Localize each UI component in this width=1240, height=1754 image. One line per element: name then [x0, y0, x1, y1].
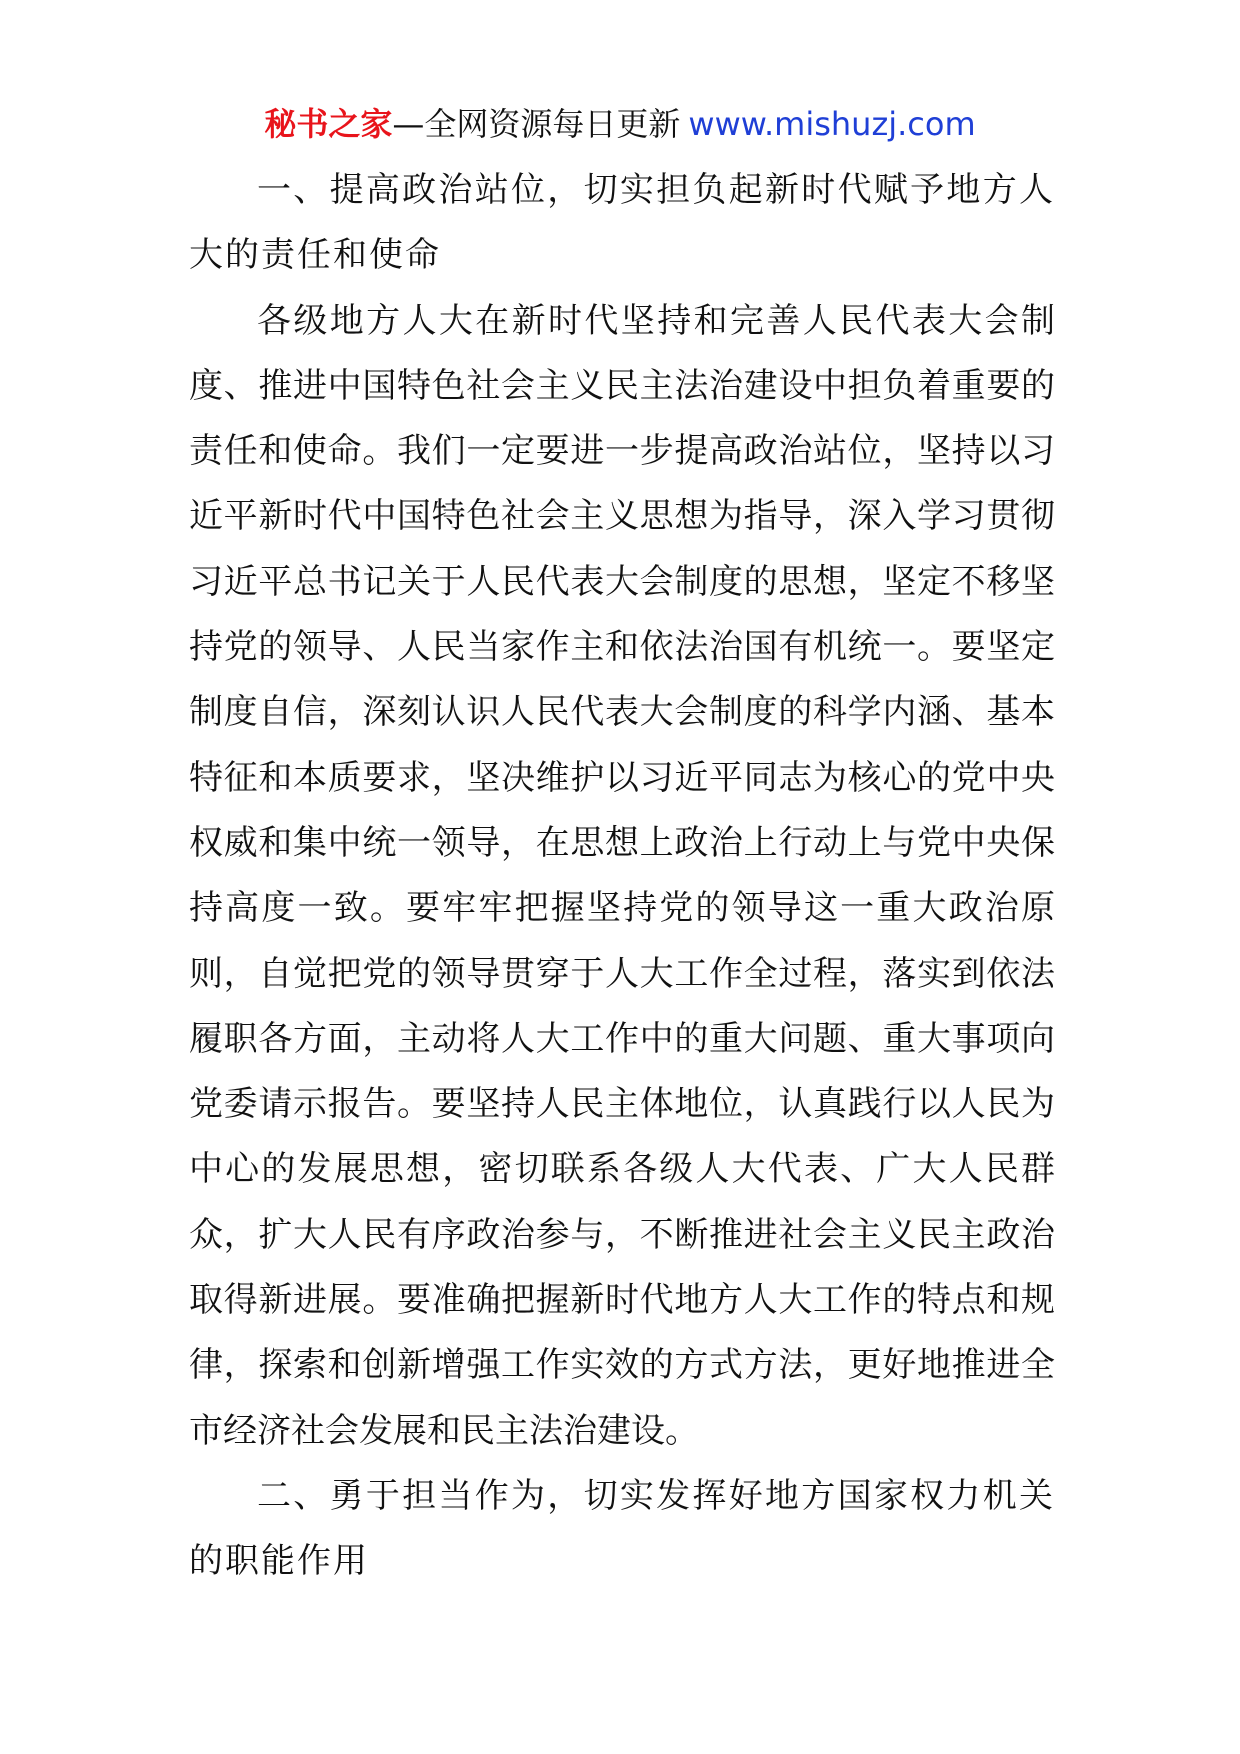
- document-body: [189, 158, 1055, 1595]
- brand-name: 秘书之家: [264, 105, 393, 143]
- section-heading-1: 一、提高政治站位，切实担负起新时代赋予地方人大的责任和使命: [189, 170, 1055, 276]
- page-header: [0, 100, 1240, 148]
- website-link[interactable]: www.mishuzj.com: [688, 105, 976, 143]
- body-paragraph-1: 各级地方人大在新时代坚持和完善人民代表大会制度、推进中国特色社会主义民主法治建设中担负着重要的责任和使命。我们一定要进一步提高政治站位，坚持以习近平新时代中国特色社会主义思想为指导，深入学习贯彻习近平总书记关于人民代表大会制度的思想，坚定不移坚持党的领导、人民当家作主和依法治国有机统一。要坚定制度自信，深刻认识人民代表大会制度的科学内涵、基本特征和本质要求，坚决维护以习近平同志为核心的党中央权威和集中统一领导，在思想上政治上行动上与党中央保持高度一致。要牢牢把握坚持党的领导这一重大政治原则，自觉把党的领导贯穿于人大工作全过程，落实到依法履职各方面，主动将人大工作中的重大问题、重大事项向党委请示报告。要坚持人民主体地位，认真践行以人民为中心的发展思想，密切联系各级人大代表、广大人民群众，扩大人民有序政治参与，不断推进社会主义民主政治取得新进展。要准确把握新时代地方人大工作的特点和规律，探索和创新增强工作实效的方式方法，更好地推进全市经济社会发展和民主法治建设。: [189, 300, 1055, 1451]
- section-heading-2: 二、勇于担当作为，切实发挥好地方国家权力机关的职能作用: [189, 1475, 1055, 1582]
- header-tagline: —全网资源每日更新: [392, 105, 681, 143]
